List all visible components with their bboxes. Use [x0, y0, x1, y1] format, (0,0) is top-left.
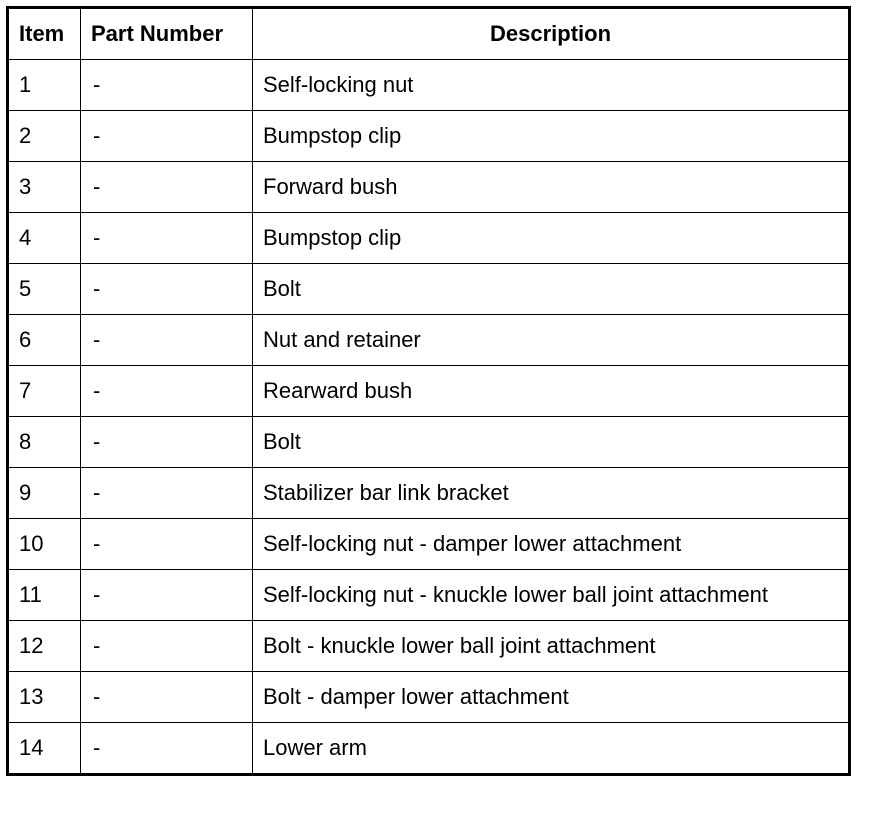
table-row — [8, 570, 850, 621]
cell-description: Self-locking nut — [253, 60, 850, 111]
cell-part-number: - — [81, 519, 253, 570]
cell-item: 2 — [8, 111, 81, 162]
cell-description: Lower arm — [253, 723, 850, 775]
cell-part-number: - — [81, 111, 253, 162]
cell-item: 11 — [8, 570, 81, 621]
cell-part-number: - — [81, 213, 253, 264]
table-row — [8, 264, 850, 315]
cell-item: 3 — [8, 162, 81, 213]
cell-item: 12 — [8, 621, 81, 672]
cell-part-number: - — [81, 366, 253, 417]
cell-part-number: - — [81, 468, 253, 519]
cell-item: 14 — [8, 723, 81, 775]
parts-table — [6, 6, 851, 776]
table-row — [8, 111, 850, 162]
cell-part-number: - — [81, 417, 253, 468]
cell-description: Forward bush — [253, 162, 850, 213]
header-description: Description — [253, 8, 850, 60]
table-row — [8, 315, 850, 366]
cell-description: Bolt — [253, 417, 850, 468]
table-row — [8, 366, 850, 417]
cell-description: Bolt - knuckle lower ball joint attachment — [253, 621, 850, 672]
cell-item: 9 — [8, 468, 81, 519]
cell-part-number: - — [81, 672, 253, 723]
cell-description: Self-locking nut - damper lower attachment — [253, 519, 850, 570]
header-row — [8, 8, 850, 60]
table-row — [8, 162, 850, 213]
cell-item: 5 — [8, 264, 81, 315]
cell-description: Self-locking nut - knuckle lower ball joint attachment — [253, 570, 850, 621]
table-row — [8, 417, 850, 468]
cell-part-number: - — [81, 621, 253, 672]
table-row — [8, 213, 850, 264]
cell-item: 10 — [8, 519, 81, 570]
cell-part-number: - — [81, 162, 253, 213]
cell-part-number: - — [81, 264, 253, 315]
cell-description: Bumpstop clip — [253, 213, 850, 264]
table-row — [8, 723, 850, 775]
cell-item: 8 — [8, 417, 81, 468]
table-row — [8, 468, 850, 519]
cell-part-number: - — [81, 60, 253, 111]
cell-part-number: - — [81, 315, 253, 366]
table-body — [8, 60, 850, 775]
table-row — [8, 519, 850, 570]
cell-description: Stabilizer bar link bracket — [253, 468, 850, 519]
table-row — [8, 60, 850, 111]
header-part-number: Part Number — [81, 8, 253, 60]
cell-item: 7 — [8, 366, 81, 417]
cell-part-number: - — [81, 723, 253, 775]
cell-part-number: - — [81, 570, 253, 621]
table-row — [8, 621, 850, 672]
table-header — [8, 8, 850, 60]
cell-description: Bolt — [253, 264, 850, 315]
table-row — [8, 672, 850, 723]
cell-description: Bumpstop clip — [253, 111, 850, 162]
cell-item: 1 — [8, 60, 81, 111]
cell-item: 4 — [8, 213, 81, 264]
cell-description: Nut and retainer — [253, 315, 850, 366]
cell-item: 6 — [8, 315, 81, 366]
cell-item: 13 — [8, 672, 81, 723]
cell-description: Rearward bush — [253, 366, 850, 417]
header-item: Item — [8, 8, 81, 60]
cell-description: Bolt - damper lower attachment — [253, 672, 850, 723]
